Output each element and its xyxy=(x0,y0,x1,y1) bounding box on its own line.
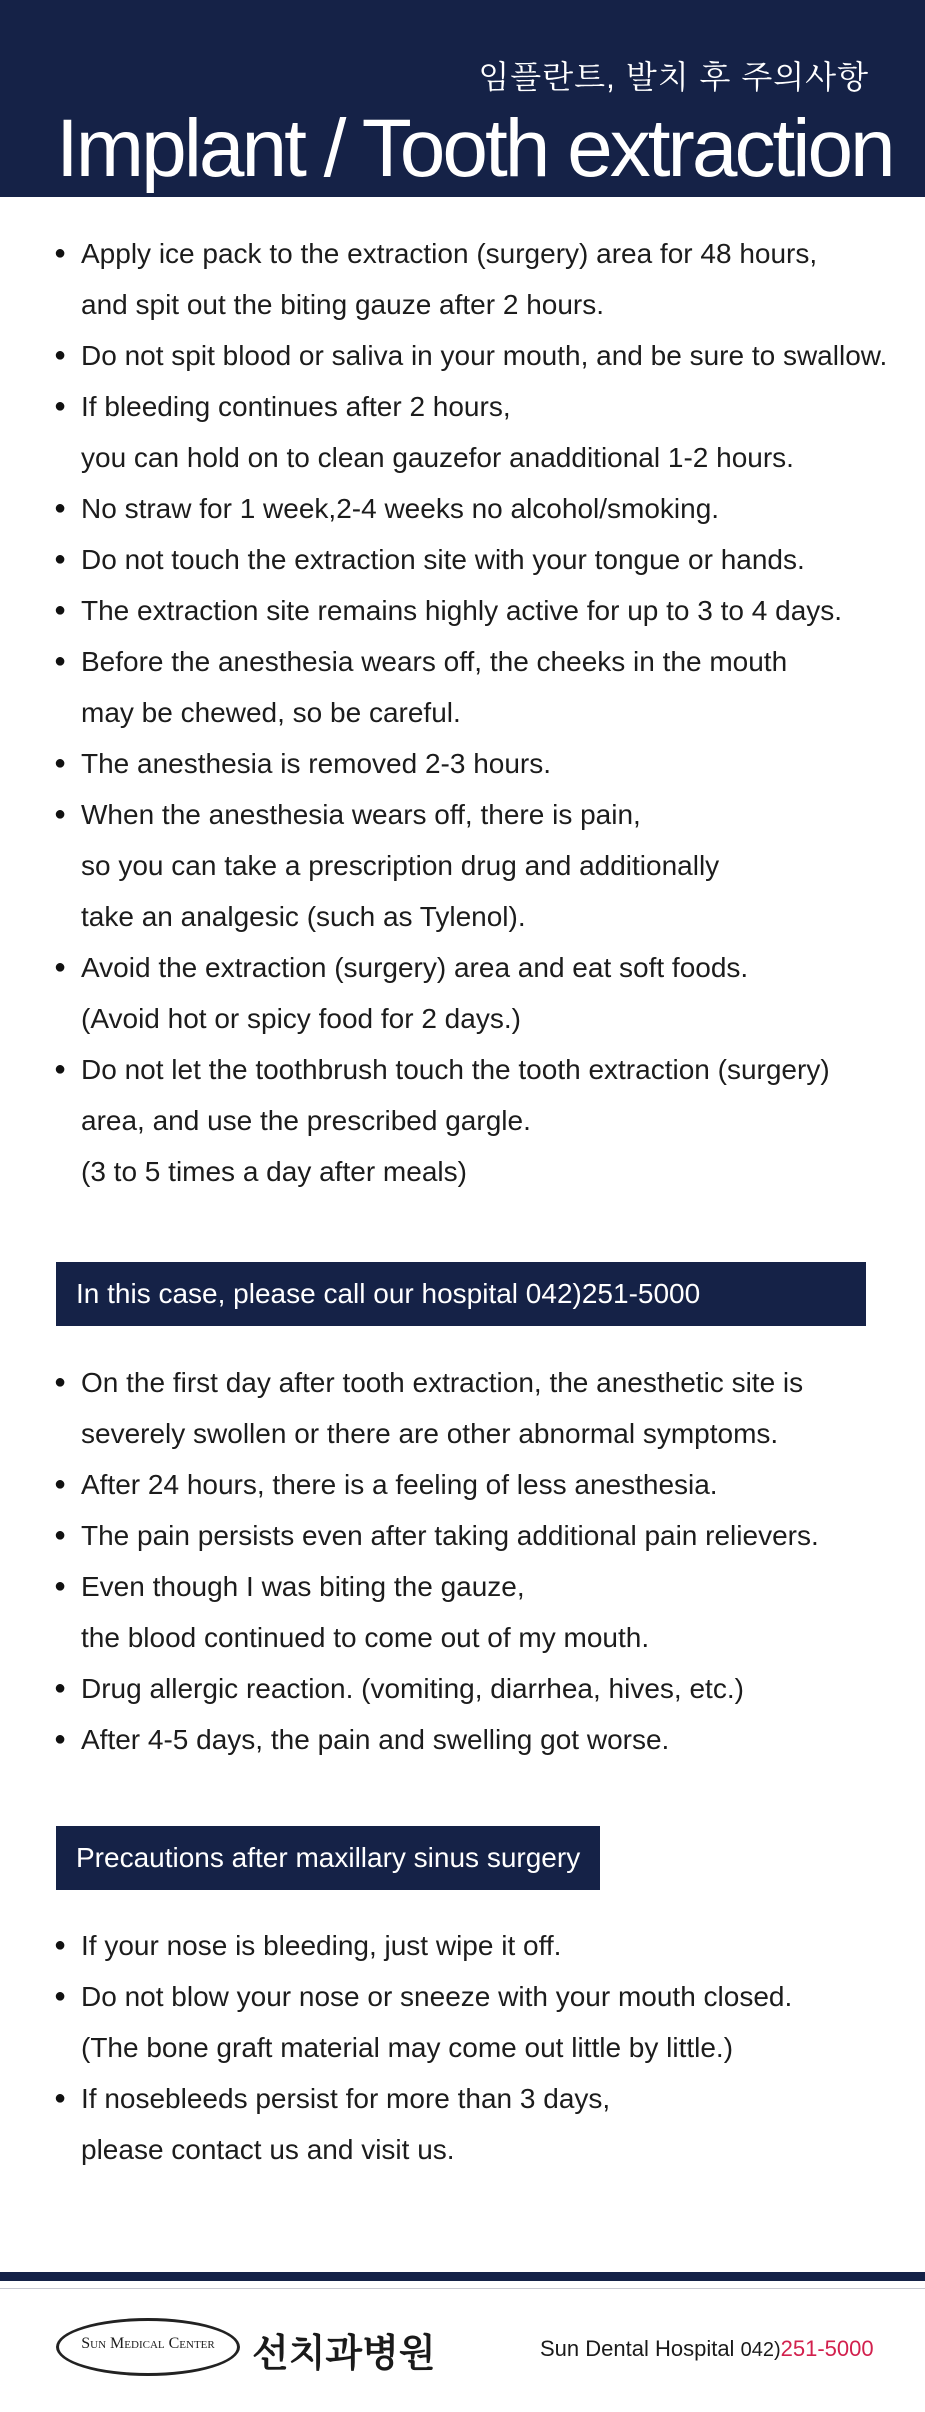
list-item-continuation: (Avoid hot or spicy food for 2 days.) xyxy=(81,1003,521,1034)
header-banner xyxy=(0,0,925,197)
list-item xyxy=(56,1510,916,1561)
list-item xyxy=(56,534,916,585)
list-item-continuation: so you can take a prescription drug and additionally xyxy=(81,850,720,881)
list-item xyxy=(56,942,916,1044)
list-item-text: ● No straw for 1 week,2-4 weeks no alcohol/smoking. xyxy=(81,493,720,524)
list-item-continuation: (3 to 5 times a day after meals) xyxy=(81,1156,467,1187)
page-title: Implant / Tooth extraction xyxy=(56,103,893,194)
list-item-text: ● After 4-5 days, the pain and swelling got worse. xyxy=(81,1724,670,1755)
list-item xyxy=(56,2073,916,2175)
list-item xyxy=(56,1971,916,2073)
list-item-continuation: area, and use the prescribed gargle. xyxy=(81,1105,531,1136)
list-item xyxy=(56,1561,916,1663)
list-item-text: ● Do not spit blood or saliva in your mouth, and be sure to swallow. xyxy=(81,340,888,371)
list-item-text: ● Before the anesthesia wears off, the cheeks in the mouth xyxy=(81,646,788,677)
list-item-text: ● Apply ice pack to the extraction (surgery) area for 48 hours, xyxy=(81,238,818,269)
footer-divider-thin xyxy=(0,2288,925,2289)
call-section-heading: In this case, please call our hospital 042)251-5000 xyxy=(56,1262,866,1326)
list-item xyxy=(56,1459,916,1510)
list-item-continuation: (The bone graft material may come out little by little.) xyxy=(81,2032,734,2063)
footer-divider xyxy=(0,2272,925,2281)
footer-contact xyxy=(540,2336,874,2362)
list-item-continuation: severely swollen or there are other abnormal symptoms. xyxy=(81,1418,779,1449)
list-item xyxy=(56,1663,916,1714)
logo-korean: 선치과병원 xyxy=(252,2333,436,2375)
logo-text: Sun Medical Center xyxy=(81,2335,215,2352)
list-item xyxy=(56,585,916,636)
call-conditions-list xyxy=(56,1357,916,1765)
list-item-text: ● The anesthesia is removed 2-3 hours. xyxy=(81,748,552,779)
list-item-text: ● On the first day after tooth extraction, the anesthetic site is xyxy=(81,1367,804,1398)
list-item-text: ● Drug allergic reaction. (vomiting, diarrhea, hives, etc.) xyxy=(81,1673,744,1704)
list-item-text: ● Do not blow your nose or sneeze with your mouth closed. xyxy=(81,1981,793,2012)
list-item xyxy=(56,1357,916,1459)
list-item xyxy=(56,483,916,534)
list-item-text: ● Avoid the extraction (surgery) area and eat soft foods. xyxy=(81,952,749,983)
list-item xyxy=(56,1920,916,1971)
list-item-text: ● The extraction site remains highly active for up to 3 to 4 days. xyxy=(81,595,843,626)
list-item-continuation: and spit out the biting gauze after 2 hours. xyxy=(81,289,605,320)
list-item-continuation: take an analgesic (such as Tylenol). xyxy=(81,901,526,932)
list-item xyxy=(56,636,916,738)
list-item xyxy=(56,738,916,789)
list-item-continuation: may be chewed, so be careful. xyxy=(81,697,461,728)
list-item-continuation: the blood continued to come out of my mouth. xyxy=(81,1622,650,1653)
list-item-continuation: you can hold on to clean gauzefor anadditional 1-2 hours. xyxy=(81,442,794,473)
hospital-name: Sun Dental Hospital xyxy=(540,2336,735,2361)
list-item-text: ● Do not let the toothbrush touch the tooth extraction (surgery) xyxy=(81,1054,830,1085)
korean-title: 임플란트, 발치 후 주의사항 xyxy=(478,59,869,95)
list-item-text: ● If your nose is bleeding, just wipe it off. xyxy=(81,1930,562,1961)
list-item xyxy=(56,228,916,330)
list-item-text: ● After 24 hours, there is a feeling of less anesthesia. xyxy=(81,1469,718,1500)
list-item-text: ● Do not touch the extraction site with your tongue or hands. xyxy=(81,544,805,575)
list-item-text: ● The pain persists even after taking additional pain relievers. xyxy=(81,1520,819,1551)
sinus-precautions-list xyxy=(56,1920,916,2175)
phone-number: 251-5000 xyxy=(780,2336,874,2361)
precautions-list xyxy=(56,228,916,1197)
list-item-text: ● If nosebleeds persist for more than 3 days, xyxy=(81,2083,611,2114)
list-item xyxy=(56,381,916,483)
list-item xyxy=(56,789,916,942)
list-item xyxy=(56,1714,916,1765)
sinus-section-heading: Precautions after maxillary sinus surgery xyxy=(56,1826,600,1890)
list-item-continuation: please contact us and visit us. xyxy=(81,2134,455,2165)
list-item-text: ● Even though I was biting the gauze, xyxy=(81,1571,525,1602)
list-item-text: ● If bleeding continues after 2 hours, xyxy=(81,391,511,422)
area-code: 042) xyxy=(740,2339,781,2361)
list-item xyxy=(56,1044,916,1197)
list-item-text: ● When the anesthesia wears off, there is pain, xyxy=(81,799,641,830)
list-item xyxy=(56,330,916,381)
